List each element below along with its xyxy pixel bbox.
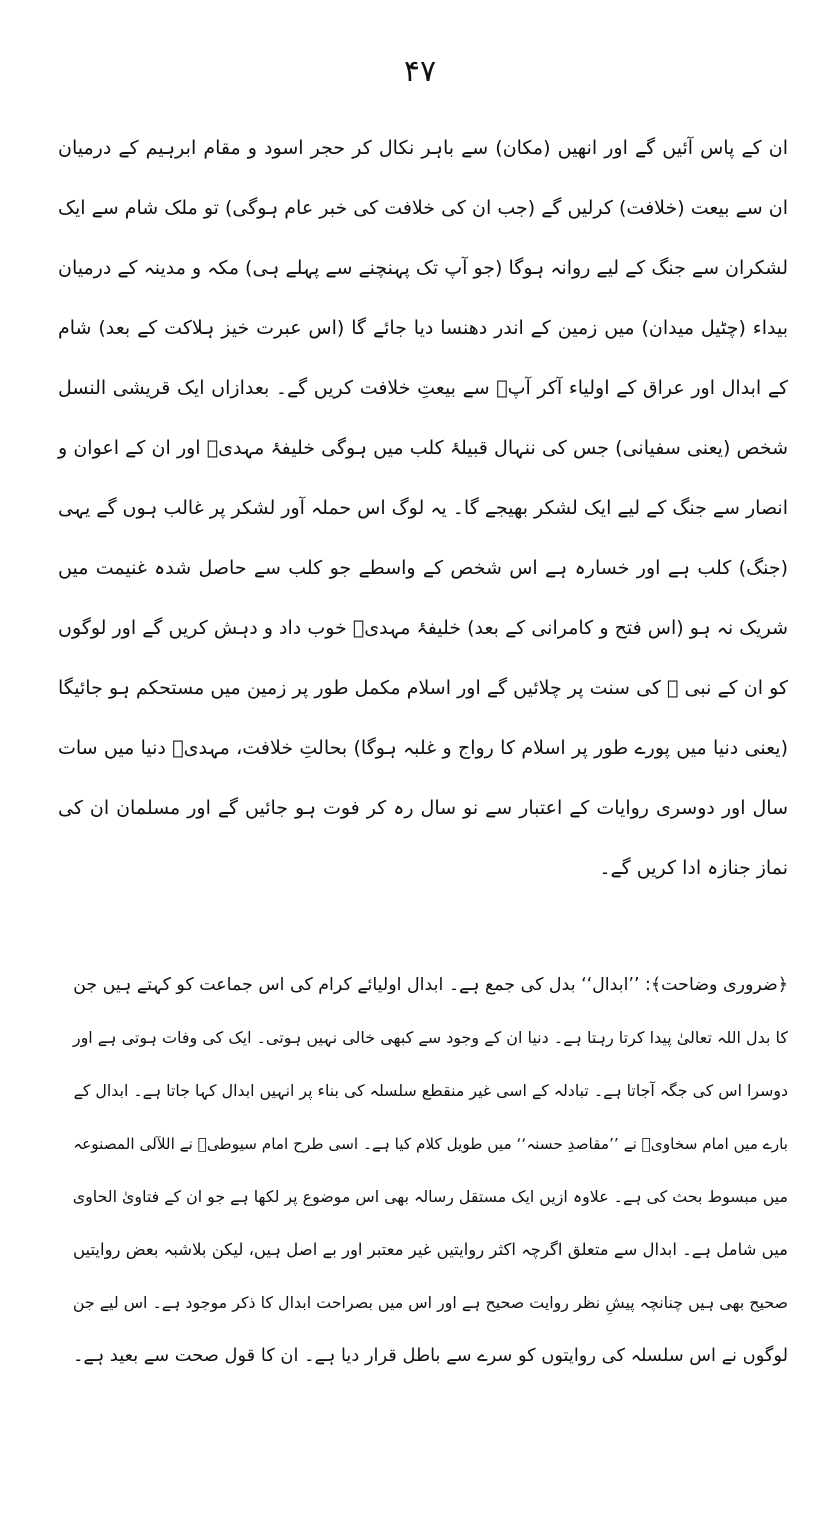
note-line: صحیح بھی ہیں چنانچہ پیشِ نظر روایت صحیح ہے اور اس میں بصراحت ابدال کا ذکر موجود ہے۔ اس لیے جن [72,1293,788,1312]
main-paragraph: ان کے پاس آئیں گے اور انھیں (مکان) سے باہر نکال کر حجر اسود و مقام ابرہیم کے درمیان ان سے بیعت (خلافت) کرلیں گے (جب ان کی خلافت کی خبر عام ہوگی) تو ملک شام سے ایک لشکران سے جنگ کے لیے روانہ ہوگا (جو آپ تک پہنچنے سے پہلے ہی) مکہ و مدینہ کے درمیان بیداء (چٹیل میدان) میں زمین کے اندر دھنسا دیا جائے گا (اس عبرت خیز ہلاکت کے بعد) شام کے ابدال اور عراق کے اولیاء آکر آپؓ سے بیعتِ خلافت کریں گے۔ بعدازاں ایک قریشی النسل شخص (یعنی سفیانی) جس کی ننہال قبیلۂ کلب میں ہوگی خلیفۂ مہدیؓ اور ان کے اعوان و انصار سے جنگ کے لیے ایک لشکر بھیجے گا۔ یہ لوگ اس حملہ آور لشکر پر غالب ہوں گے یہی (جنگ) کلب ہے اور خسارہ ہے اس شخص کے واسطے جو کلب سے حاصل شدہ غنیمت میں شریک نہ ہو (اس فتح و کامرانی کے بعد) خلیفۂ مہدیؓ خوب داد و دہش کریں گے اور لوگوں کو ان کے نبی ﷺ کی سنت پر چلائیں گے اور اسلام مکمل طور پر زمین میں مستحکم ہو جائیگا (یعنی دنیا میں پورے طور پر اسلام کا رواج و غلبہ ہوگا) بحالتِ خلافت، مہدیؓ دنیا میں سات سال اور دوسری روایات کے اعتبار سے نو سال رہ کر فوت ہو جائیں گے اور مسلمان ان کی نماز جنازہ ادا کریں گے۔ [58,137,788,879]
note-line: بارے میں امام سخاویؒ نے ’’مقاصدِ حسنہ‘‘ میں طویل کلام کیا ہے۔ اسی طرح امام سیوطیؒ نے اللآلی المصنوعہ [73,1135,788,1153]
note-line: دوسرا اس کی جگہ آجاتا ہے۔ تبادلہ کے اسی غیر منقطع سلسلہ کی بناء پر انہیں ابدال کہا جاتا ہے۔ ابدال کے [73,1081,788,1100]
note-line: لوگوں نے اس سلسلہ کی روایتوں کو سرے سے باطل قرار دیا ہے۔ ان کا قول صحت سے بعید ہے۔ [72,1345,788,1366]
page-number: ۴۷ [403,54,437,89]
note-line: کا بدل اللہ تعالیٰ پیدا کرتا رہتا ہے۔ دنیا ان کے وجود سے کبھی خالی نہیں ہوتی۔ ایک کی وفات ہوتی ہے اور [72,1028,788,1047]
note-line: میں شامل ہے۔ ابدال سے متعلق اگرچہ اکثر روایتیں غیر معتبر اور بے اصل ہیں، لیکن بلاشبہ بعض روایتیں [72,1240,788,1259]
note-line: ﴿ضروری وضاحت﴾: ’’ابدال‘‘ بدل کی جمع ہے۔ ابدال اولیائے کرام کی اس جماعت کو کہتے ہیں جن [73,975,788,995]
clarification-note [58,958,788,1382]
main-text-block [58,118,788,898]
note-line: میں مبسوط بحث کی ہے۔ علاوہ ازیں ایک مستقل رسالہ بھی اس موضوع پر لکھا ہے جو ان کے فتاویٰ الحاوی [72,1187,788,1206]
